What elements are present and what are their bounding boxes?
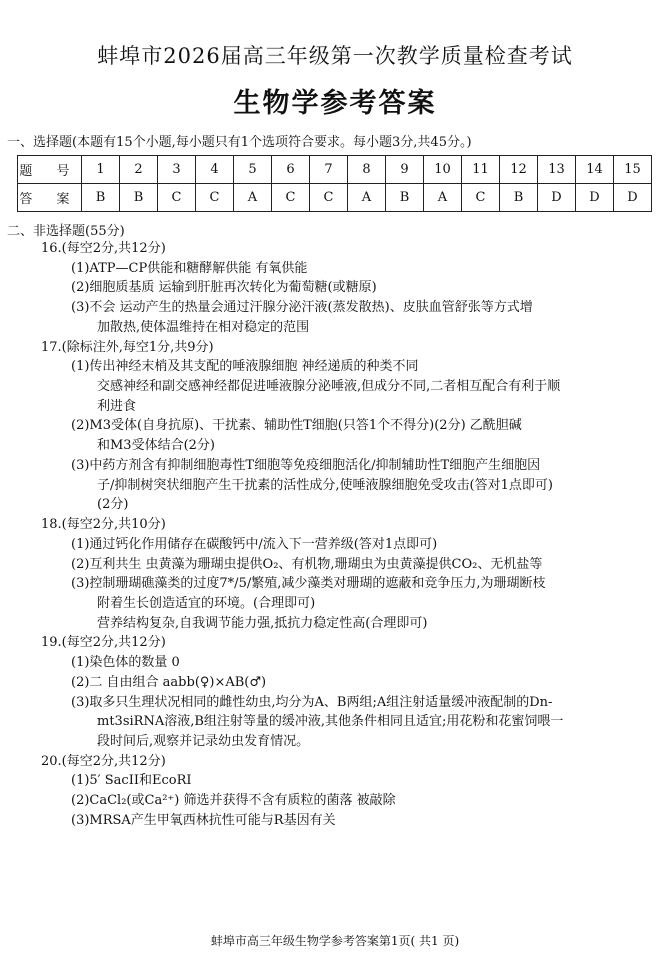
answer-cell: D [538,184,576,212]
question-number-cell: 3 [158,156,196,184]
answer-line: (1)通过钙化作用储存在碳酸钙中/流入下一营养级(答对1点即可) [71,536,438,552]
answer-cell: A [348,184,386,212]
answer-cell: A [424,184,462,212]
answer-line: mt3siRNA溶液,B组注射等量的缓冲液,其他条件相同且适宜;用花粉和花蜜饲喂一 [97,714,564,730]
question-number-cell: 10 [424,156,462,184]
answer-line: (3)不会 运动产生的热量会通过汗腺分泌汗液(蒸发散热)、皮肤血管舒张等方式增 [71,300,533,316]
page-footer: 蚌埠市高三年级生物学参考答案第1页( 共1 页) [210,934,460,948]
answer-cell: B [120,184,158,212]
question-number-row [18,156,652,184]
question-number-cell: 14 [576,156,614,184]
question-number-cell: 11 [462,156,500,184]
question-number-cell: 4 [196,156,234,184]
question-number-cell: 12 [500,156,538,184]
answer-line: (3)MRSA产生甲氧西林抗性可能与R基因有关 [71,812,336,828]
section2-heading: 二、非选择题(55分) [7,224,125,239]
answer-cell: D [576,184,614,212]
question-heading: 20.(每空2分,共12分) [41,753,166,769]
answer-line: (2)细胞质基质 运输到肝脏再次转化为葡萄糖(或糖原) [71,280,377,296]
question-number-cell: 1 [82,156,120,184]
answer-line: 利进食 [97,398,137,414]
answer-line: 和M3受体结合(2分) [97,438,215,454]
question-number-cell: 9 [386,156,424,184]
answer-line: 加散热,使体温维持在相对稳定的范围 [97,319,310,335]
answer-line: (1)ATP—CP供能和糖酵解供能 有氧供能 [71,260,308,276]
answer-cell: C [462,184,500,212]
answer-table [17,155,652,212]
answer-cell: C [196,184,234,212]
answer-line: (3)取多只生理状况相同的雌性幼虫,均分为A、B两组;A组注射适量缓冲液配制的Dn- [71,694,553,710]
question-heading: 16.(每空2分,共12分) [41,241,166,256]
answer-cell: B [82,184,120,212]
question-number-cell: 13 [538,156,576,184]
question-number-cell: 8 [348,156,386,184]
question-number-cell: 6 [272,156,310,184]
answer-line: (1)染色体的数量 0 [71,655,180,671]
answer-line: 段时间后,观察并记录幼虫发育情况。 [97,734,310,749]
answer-cell: B [500,184,538,212]
answer-line: (1)5′ SacII和EcoRI [71,773,192,789]
question-number-cell: 15 [614,156,652,184]
answer-line: 营养结构复杂,自我调节能力强,抵抗力稳定性高(合理即可) [97,615,428,631]
answer-cell: A [234,184,272,212]
question-number-cell: 2 [120,156,158,184]
question-heading: 17.(除标注外,每空1分,共9分) [41,339,214,355]
answer-line: (3)中药方剂含有抑制细胞毒性T细胞等免疫细胞活化/抑制辅助性T细胞产生细胞因 [71,457,541,473]
question-heading: 19.(每空2分,共12分) [41,635,166,651]
question-number-cell: 5 [234,156,272,184]
row-label-question: 题 号 [18,156,82,184]
exam-title: 蚌埠市2026届高三年级第一次教学质量检查考试 [97,44,573,68]
question-number-cell: 7 [310,156,348,184]
answer-line: (2)互利共生 虫黄藻为珊瑚虫提供O₂、有机物,珊瑚虫为虫黄藻提供CO₂、无机盐等 [71,556,543,572]
answer-line: (2)二 自由组合 aabb(♀)×AB(♂) [71,674,267,690]
answer-line: 子/抑制树突状细胞产生干扰素的活性成分,使唾液腺细胞免受攻击(答对1点即可) [97,477,553,493]
answer-cell: C [310,184,348,212]
answer-line: (2分) [97,497,129,513]
question-heading: 18.(每空2分,共10分) [41,517,166,533]
page-subtitle: 生物学参考答案 [233,88,437,119]
answer-row [18,184,652,212]
section1-heading: 一、选择题(本题有15个小题,每小题只有1个选项符合要求。每小题3分,共45分。) [7,135,472,150]
answer-cell: C [272,184,310,212]
answer-cell: B [386,184,424,212]
answer-line: (3)控制珊瑚礁藻类的过度7*/5/繁殖,减少藻类对珊瑚的遮蔽和竞争压力,为珊瑚断枝 [71,576,546,592]
row-label-answer: 答 案 [18,184,82,212]
answer-cell: D [614,184,652,212]
answer-line: (2)CaCl₂(或Ca²⁺) 筛选并获得不含有质粒的菌落 被敲除 [71,793,396,809]
answer-line: 交感神经和副交感神经都促进唾液腺分泌唾液,但成分不同,二者相互配合有利于顺 [97,379,561,395]
answer-line: 附着生长创造适宜的环境。(合理即可) [97,595,316,611]
answer-cell: C [158,184,196,212]
answer-line: (2)M3受体(自身抗原)、干扰素、辅助性T细胞(只答1个不得分)(2分) 乙酰胆碱 [71,418,522,434]
answer-line: (1)传出神经末梢及其支配的唾液腺细胞 神经递质的种类不同 [71,359,419,375]
